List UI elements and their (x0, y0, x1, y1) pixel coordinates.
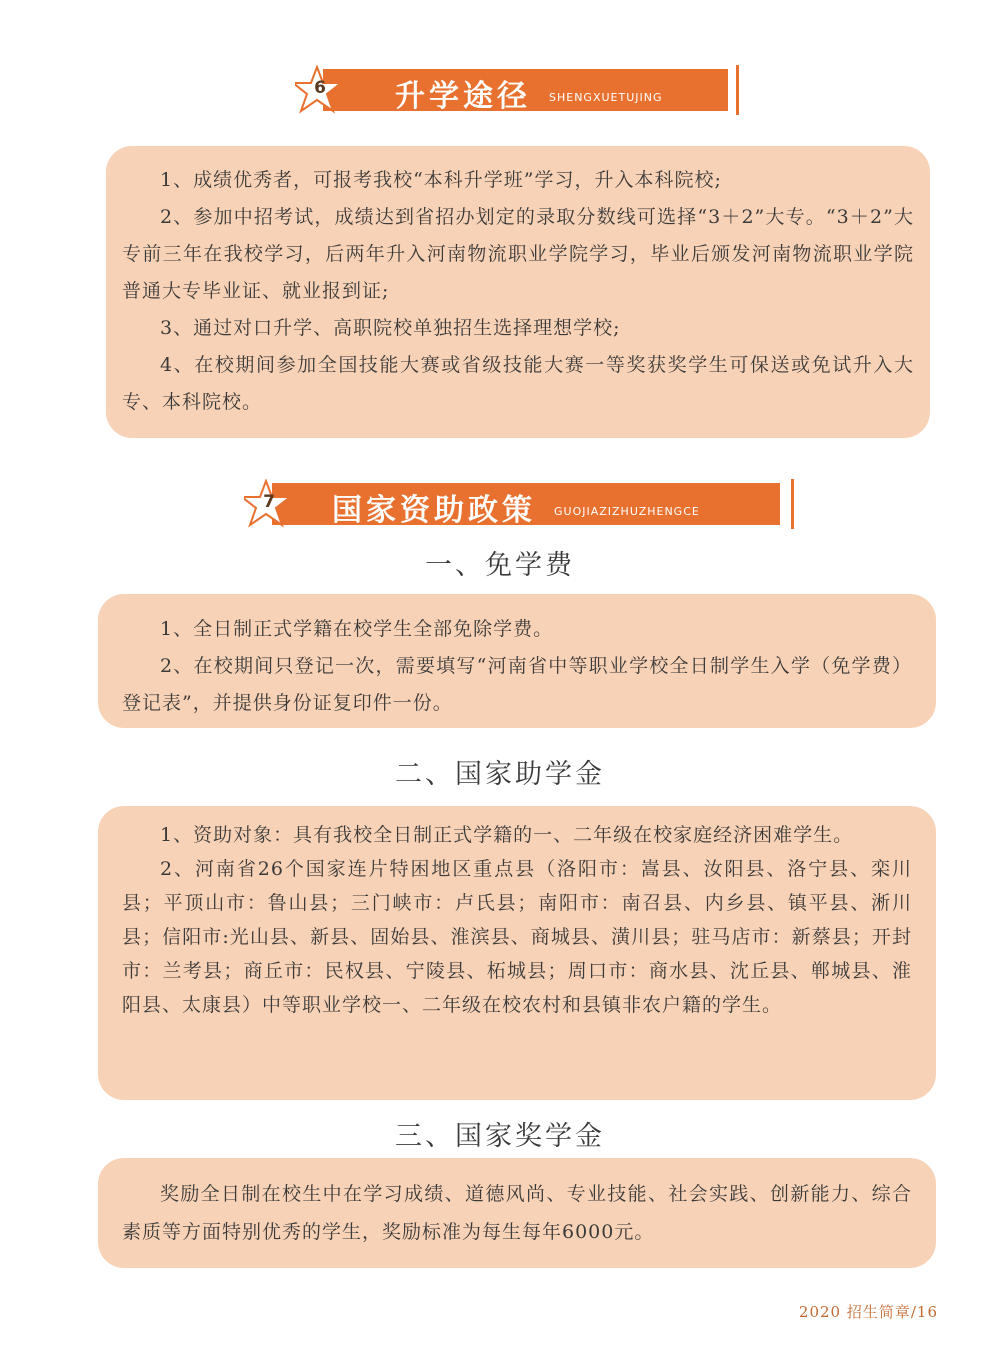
section6-paragraph-1: 1、成绩优秀者，可报考我校“本科升学班”学习，升入本科院校; (160, 169, 722, 191)
section-pinyin: SHENGXUETUJING (549, 91, 663, 104)
section6-paragraph-3: 3、通过对口升学、高职院校单独招生选择理想学校; (160, 317, 621, 339)
section-number: 6 (314, 78, 326, 98)
part1-paragraph-1: 1、全日制正式学籍在校学生全部免除学费。 (160, 618, 554, 640)
section6-paragraph-2: 2、参加中招考试，成绩达到省招办划定的录取分数线可选择“3＋2”大专。“3＋2”大专前三年在我校学习，后两年升入河南物流职业学院学习，毕业后颁发河南物流职业学院普通大专毕业证、就业报到证; (122, 206, 914, 302)
section-number: 7 (263, 492, 275, 512)
part3-paragraph-1: 奖励全日制在校生中在学习成绩、道德风尚、专业技能、社会实践、创新能力、综合素质等方面特别优秀的学生，奖励标准为每生每年6000元。 (122, 1183, 912, 1243)
part2-box (98, 806, 936, 1100)
part1-heading: 一、免学费 (425, 550, 575, 581)
part2-heading: 二、国家助学金 (395, 759, 605, 790)
banner-end-line (791, 479, 794, 529)
part2-paragraph-2: 2、河南省26个国家连片特困地区重点县（洛阳市：嵩县、汝阳县、洛宁县、栾川县；平顶山市：鲁山县；三门峡市：卢氏县；南阳市：南召县、内乡县、镇平县、淅川县；信阳市:光山县、新县、固始县、淮滨县、商城县、潢川县；驻马店市：新蔡县；开封市：兰考县；商丘市：民权县、宁陵县、柘城县；周口市：商水县、沈丘县、郸城县、淮阳县、太康县）中等职业学校一、二年级在校农村和县镇非农户籍的学生。 (122, 858, 912, 1016)
part2-paragraph-1: 1、资助对象：具有我校全日制正式学籍的一、二年级在校家庭经济困难学生。 (160, 824, 854, 846)
section-banner-6 (295, 65, 745, 115)
section6-box (106, 146, 930, 438)
section-title: 升学途径 (395, 79, 531, 114)
part1-paragraph-2: 2、在校期间只登记一次，需要填写“河南省中等职业学校全日制学生入学（免学费）登记表”，并提供身份证复印件一份。 (122, 655, 912, 714)
banner-end-line (736, 65, 739, 115)
page-footer: 2020 招生简章/16 (798, 1303, 938, 1321)
part1-box (98, 594, 936, 728)
section-pinyin: GUOJIAZIZHUZHENGCE (554, 505, 700, 518)
section-banner-7 (244, 479, 800, 529)
part3-box (98, 1158, 936, 1268)
section6-paragraph-4: 4、在校期间参加全国技能大赛或省级技能大赛一等奖获奖学生可保送或免试升入大专、本科院校。 (122, 354, 914, 413)
part3-heading: 三、国家奖学金 (395, 1121, 605, 1152)
section-title: 国家资助政策 (332, 493, 536, 528)
